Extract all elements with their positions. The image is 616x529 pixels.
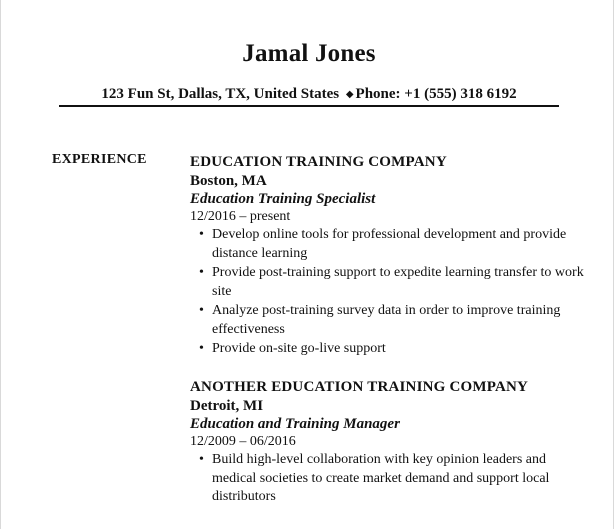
bullet-icon: • — [199, 227, 204, 242]
job-title: Education Training Specialist — [190, 191, 376, 207]
bullet-icon: • — [199, 452, 204, 467]
address: 123 Fun St, Dallas, TX, United States — [101, 86, 340, 102]
bullet-text: Develop online tools for professional development and provide distance learning — [212, 227, 567, 261]
bullet-icon: • — [199, 341, 204, 356]
job-bullets — [190, 226, 590, 359]
diamond-separator-icon: ◆ — [345, 89, 354, 100]
bullet-text: Analyze post-training survey data in order to improve training effectiveness — [212, 303, 561, 337]
job-company: EDUCATION TRAINING COMPANY — [190, 154, 447, 170]
job-entry — [190, 378, 590, 508]
job-bullets — [190, 451, 590, 507]
list-item — [190, 226, 590, 263]
list-item — [190, 302, 590, 339]
list-item — [190, 264, 590, 301]
job-dates: 12/2009 – 06/2016 — [190, 434, 296, 449]
job-dates: 12/2016 – present — [190, 209, 291, 224]
phone: Phone: +1 (555) 318 6192 — [355, 86, 517, 102]
contact-line — [59, 86, 559, 103]
list-item — [190, 451, 590, 507]
bullet-text: Provide post-training support to expedite learning transfer to work site — [212, 265, 584, 299]
candidate-name: Jamal Jones — [242, 40, 376, 67]
bullet-text: Provide on-site go-live support — [212, 341, 386, 356]
job-company: ANOTHER EDUCATION TRAINING COMPANY — [190, 379, 529, 395]
job-location: Boston, MA — [190, 173, 267, 189]
list-item — [190, 340, 590, 359]
job-location: Detroit, MI — [190, 398, 264, 414]
bullet-icon: • — [199, 303, 204, 318]
bullet-text: Build high-level collaboration with key opinion leaders and medical societies to create market demand and support local distributors — [212, 452, 550, 504]
job-entry — [190, 153, 590, 360]
section-label-experience: EXPERIENCE — [52, 152, 147, 167]
header-divider — [59, 105, 559, 107]
job-title: Education and Training Manager — [190, 416, 400, 432]
bullet-icon: • — [199, 265, 204, 280]
